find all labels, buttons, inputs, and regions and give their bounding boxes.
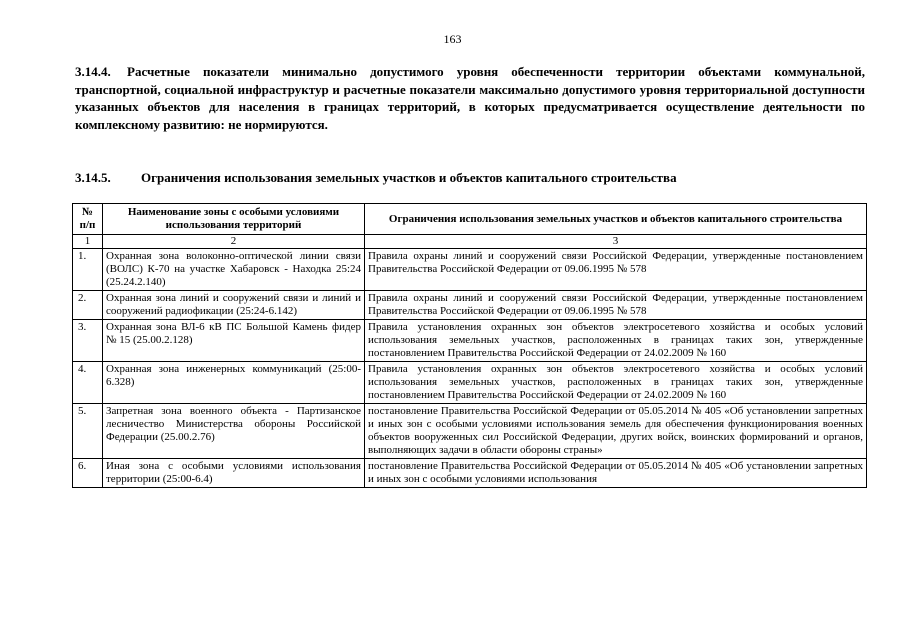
zone-name-cell: Охранная зона линий и сооружений связи и линий и сооружений радиофикации (25:24-6.142) — [103, 291, 365, 320]
section-number: 3.14.5. — [75, 170, 111, 185]
row-number: 2. — [73, 291, 103, 320]
restriction-cell: постановление Правительства Российской Федерации от 05.05.2014 № 405 «Об установлении запретных и иных зон с особыми условиями использования земель для обеспечения функционирования военных объектов вооруженных сил Российской Федерации, других войск, воинских формирований и органов, выполняющих задачи в области обороны страны» — [365, 404, 867, 459]
index-cell: 2 — [103, 235, 365, 249]
table-row — [73, 291, 867, 320]
table-row — [73, 362, 867, 404]
section-text: Расчетные показатели минимально допустимого уровня обеспеченности территории объектами коммунальной, транспортной, социальной инфраструктур и расчетные показатели максимально допустимого уровня территориальной доступности указанных объектов для населения в границах территорий, в которых предусматривается осуществление деятельности по комплексному развитию: не нормируются. — [75, 64, 865, 132]
zone-name-cell: Охранная зона инженерных коммуникаций (25:00-6.328) — [103, 362, 365, 404]
row-number: 5. — [73, 404, 103, 459]
table-row — [73, 459, 867, 488]
restriction-cell: Правила охраны линий и сооружений связи Российской Федерации, утвержденные постановлением Правительства Российской Федерации от 09.06.1995 № 578 — [365, 249, 867, 291]
section-heading-3-14-4 — [75, 63, 865, 133]
restriction-cell: постановление Правительства Российской Федерации от 05.05.2014 № 405 «Об установлении запретных и иных зон с особыми условиями использования — [365, 459, 867, 488]
zone-name-cell: Иная зона с особыми условиями использования территории (25:00-6.4) — [103, 459, 365, 488]
restriction-cell: Правила охраны линий и сооружений связи Российской Федерации, утвержденные постановлением Правительства Российской Федерации от 09.06.1995 № 578 — [365, 291, 867, 320]
restriction-cell: Правила установления охранных зон объектов электросетевого хозяйства и особых условий использования земельных участков, расположенных в границах таких зон, утвержденные постановлением Правительства Российской Федерации от 24.02.2009 № 160 — [365, 320, 867, 362]
restrictions-table — [72, 203, 867, 488]
row-number: 6. — [73, 459, 103, 488]
section-heading-3-14-5 — [75, 169, 865, 186]
row-number: 1. — [73, 249, 103, 291]
section-number: 3.14.4. — [75, 64, 111, 79]
index-cell: 3 — [365, 235, 867, 249]
index-cell: 1 — [73, 235, 103, 249]
table-row — [73, 320, 867, 362]
row-number: 4. — [73, 362, 103, 404]
header-number: № п/п — [73, 204, 103, 235]
restriction-cell: Правила установления охранных зон объектов электросетевого хозяйства и особых условий использования земельных участков, расположенных в границах таких зон, утвержденные постановлением Правительства Российской Федерации от 24.02.2009 № 160 — [365, 362, 867, 404]
section-title: Ограничения использования земельных участков и объектов капитального строительства — [141, 170, 677, 185]
zone-name-cell: Охранная зона ВЛ-6 кВ ПС Большой Камень фидер № 15 (25.00.2.128) — [103, 320, 365, 362]
zone-name-cell: Охранная зона волоконно-оптической линии связи (ВОЛС) К-70 на участке Хабаровск - Находка 25:24 (25.24.2.140) — [103, 249, 365, 291]
table-row — [73, 249, 867, 291]
table-row — [73, 404, 867, 459]
header-zone-name: Наименование зоны с особыми условиями использования территорий — [103, 204, 365, 235]
row-number: 3. — [73, 320, 103, 362]
zone-name-cell: Запретная зона военного объекта - Партизанское лесничество Министерства обороны Российской Федерации (25.00.2.76) — [103, 404, 365, 459]
table-index-row — [73, 235, 867, 249]
table-header-row — [73, 204, 867, 235]
page-number: 163 — [443, 32, 462, 46]
header-restrictions: Ограничения использования земельных участков и объектов капитального строительства — [365, 204, 867, 235]
